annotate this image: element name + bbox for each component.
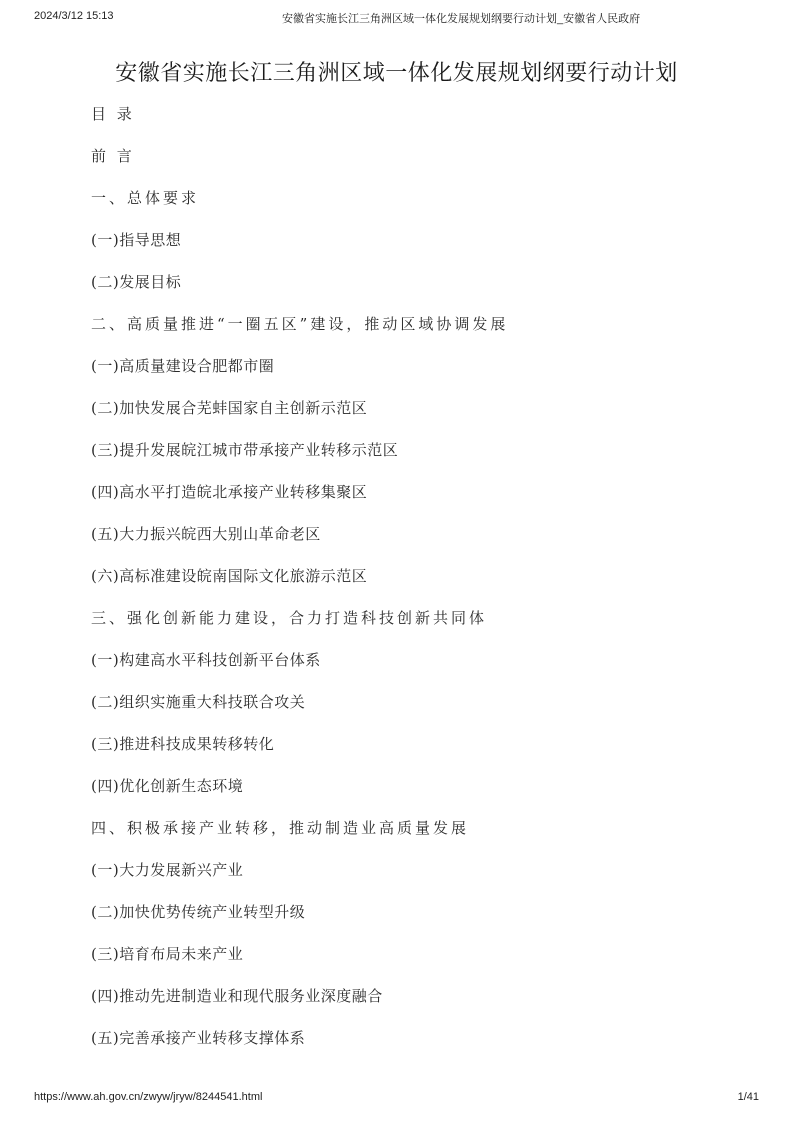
print-datetime: 2024/3/12 15:13 [34,10,114,22]
toc-heading: 目 录 [91,105,135,123]
toc-item: (二)加快发展合芜蚌国家自主创新示范区 [91,399,368,417]
toc-item: 一、总体要求 [91,189,200,207]
toc-item: (二)加快优势传统产业转型升级 [91,903,306,921]
toc-item: (三)推进科技成果转移转化 [91,735,275,753]
toc-item: (六)高标准建设皖南国际文化旅游示范区 [91,567,368,585]
print-url: https://www.ah.gov.cn/zwyw/jryw/8244541.html [34,1091,263,1103]
toc-item: (二)发展目标 [91,273,182,291]
print-footer [34,1091,759,1107]
toc-item: (五)完善承接产业转移支撑体系 [91,1029,306,1047]
print-doc-title: 安徽省实施长江三角洲区域一体化发展规划纲要行动计划_安徽省人民政府 [282,13,641,25]
toc-item: (四)优化创新生态环境 [91,777,244,795]
toc-item: (五)大力振兴皖西大别山革命老区 [91,525,321,543]
toc-item: (一)指导思想 [91,231,182,249]
toc-item: (一)大力发展新兴产业 [91,861,244,879]
toc-item: 三、强化创新能力建设，合力打造科技创新共同体 [91,609,488,627]
toc-item: 二、高质量推进“一圈五区”建设，推动区域协调发展 [91,315,509,333]
toc-item: (四)高水平打造皖北承接产业转移集聚区 [91,483,368,501]
print-header [34,10,759,28]
toc-item: (三)提升发展皖江城市带承接产业转移示范区 [91,441,399,459]
toc-item: (一)高质量建设合肥都市圈 [91,357,275,375]
toc-item: (二)组织实施重大科技联合攻关 [91,693,306,711]
table-of-contents [91,103,508,1069]
page-title: 安徽省实施长江三角洲区域一体化发展规划纲要行动计划 [115,61,678,86]
toc-item: (四)推动先进制造业和现代服务业深度融合 [91,987,383,1005]
toc-item: 前 言 [91,147,135,165]
page-number: 1/41 [737,1091,759,1103]
toc-item: 四、积极承接产业转移，推动制造业高质量发展 [91,819,470,837]
toc-item: (一)构建高水平科技创新平台体系 [91,651,321,669]
toc-item: (三)培育布局未来产业 [91,945,244,963]
